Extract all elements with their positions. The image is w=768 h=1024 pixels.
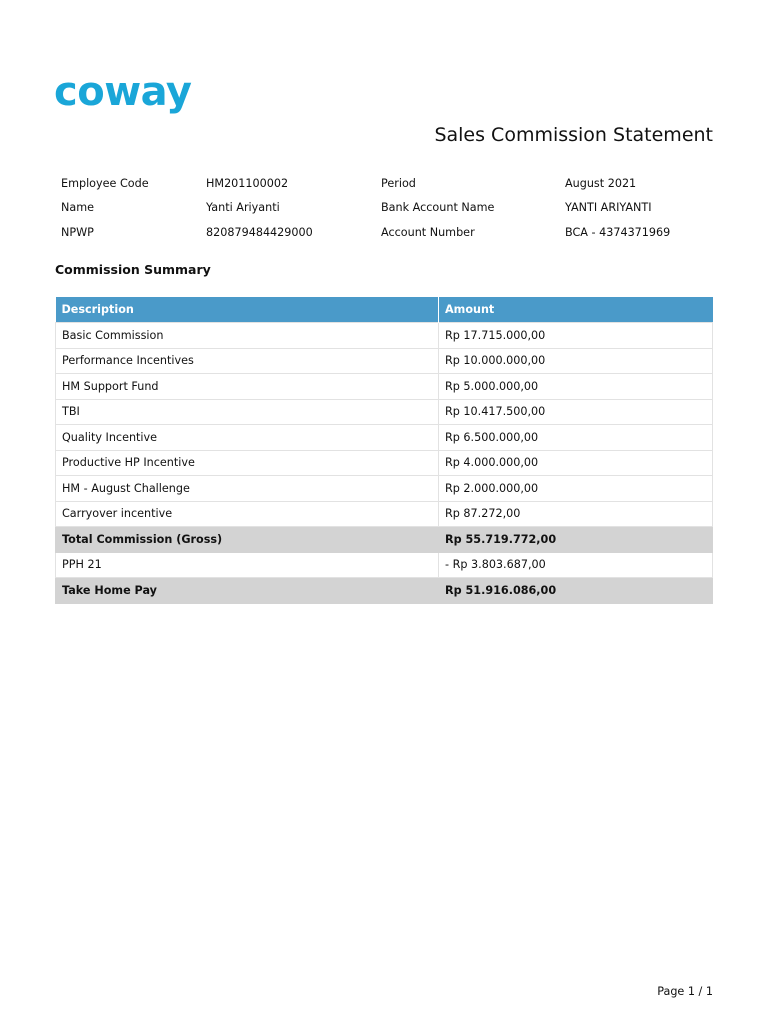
- info-label: Bank Account Name: [381, 201, 495, 215]
- table-row: [56, 476, 713, 502]
- row-amount: Rp 10.000.000,00: [439, 348, 713, 374]
- row-amount: Rp 5.000.000,00: [439, 374, 713, 400]
- row-description: Quality Incentive: [56, 425, 439, 451]
- row-amount: Rp 87.272,00: [439, 501, 713, 527]
- info-value: Yanti Ariyanti: [206, 201, 280, 215]
- section-title: Commission Summary: [55, 262, 211, 277]
- row-description: Performance Incentives: [56, 348, 439, 374]
- info-label: Name: [61, 201, 95, 215]
- row-description: PPH 21: [56, 552, 439, 578]
- info-value: August 2021: [565, 176, 637, 190]
- row-description: Total Commission (Gross): [56, 527, 439, 553]
- info-label: Period: [381, 176, 416, 190]
- column-header-amount: Amount: [445, 303, 495, 316]
- info-value: YANTI ARIYANTI: [565, 201, 652, 215]
- row-description: Carryover incentive: [56, 501, 439, 527]
- row-amount: - Rp 3.803.687,00: [439, 552, 713, 578]
- table-row: [56, 552, 713, 578]
- table-row: [56, 450, 713, 476]
- row-description: TBI: [56, 399, 439, 425]
- row-description: Basic Commission: [56, 323, 439, 349]
- take-home-pay-row: [56, 578, 713, 604]
- row-amount: Rp 4.000.000,00: [439, 450, 713, 476]
- total-gross-row: [56, 527, 713, 553]
- table-row: [56, 348, 713, 374]
- table-row: [56, 501, 713, 527]
- row-description: HM - August Challenge: [56, 476, 439, 502]
- commission-summary-table: [55, 297, 713, 604]
- row-amount: Rp 2.000.000,00: [439, 476, 713, 502]
- row-amount: Rp 55.719.772,00: [439, 527, 713, 553]
- row-amount: Rp 51.916.086,00: [439, 578, 713, 604]
- table-header-row: [56, 297, 713, 323]
- info-value: 820879484429000: [206, 225, 313, 239]
- row-amount: Rp 6.500.000,00: [439, 425, 713, 451]
- info-label: Account Number: [381, 225, 475, 239]
- row-amount: Rp 17.715.000,00: [439, 323, 713, 349]
- row-description: HM Support Fund: [56, 374, 439, 400]
- row-amount: Rp 10.417.500,00: [439, 399, 713, 425]
- info-label: Employee Code: [61, 176, 149, 190]
- employee-info-table: [55, 171, 713, 245]
- table-row: [56, 323, 713, 349]
- table-row: [56, 399, 713, 425]
- info-label: NPWP: [61, 225, 94, 239]
- info-value: HM201100002: [206, 176, 289, 190]
- info-row: [55, 171, 713, 196]
- column-header-description: Description: [56, 297, 439, 323]
- row-description: Productive HP Incentive: [56, 450, 439, 476]
- page-number: Page 1 / 1: [657, 985, 713, 998]
- table-row: [56, 374, 713, 400]
- row-description: Take Home Pay: [56, 578, 439, 604]
- coway-logo: coway: [54, 69, 192, 115]
- info-value: BCA - 4374371969: [565, 225, 671, 239]
- info-row: [55, 220, 713, 245]
- document-title: Sales Commission Statement: [434, 124, 713, 146]
- info-row: [55, 196, 713, 221]
- table-row: [56, 425, 713, 451]
